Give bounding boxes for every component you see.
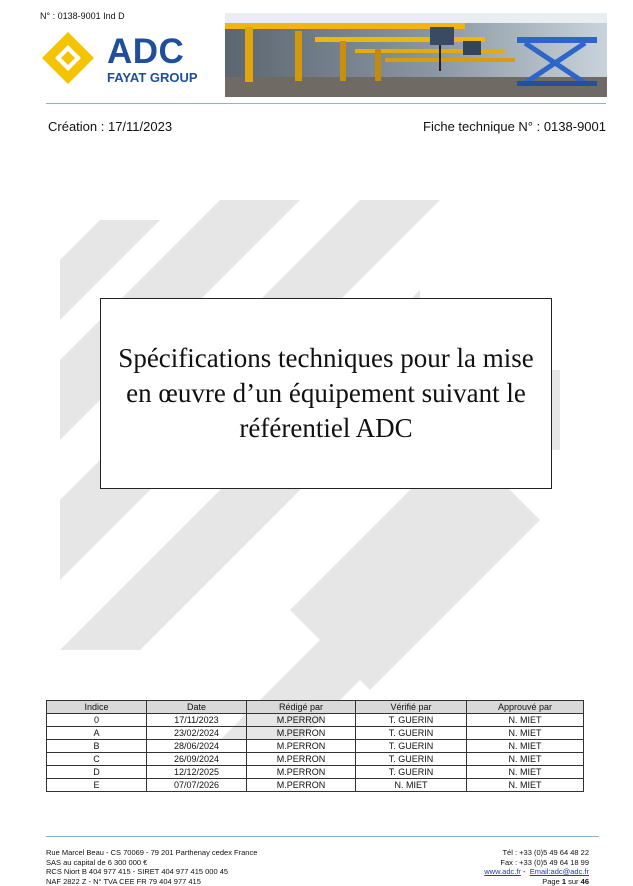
cell-indice: 0: [47, 714, 147, 727]
header-date: Date: [147, 701, 247, 714]
header-redige-par: Rédigé par: [247, 701, 356, 714]
cell-verifie-par: T. GUERIN: [356, 727, 467, 740]
cell-redige-par: M.PERRON: [247, 766, 356, 779]
cell-verifie-par: N. MIET: [356, 779, 467, 792]
cell-approuve-par: N. MIET: [467, 740, 584, 753]
table-row: [47, 714, 584, 727]
cell-date: 28/06/2024: [147, 740, 247, 753]
document-title: Spécifications techniques pour la mise en œuvre d’un équipement suivant le référentiel ADC: [116, 341, 536, 446]
footer-web-email: www.adc.fr - Email:adc@adc.fr: [484, 867, 589, 877]
cell-redige-par: M.PERRON: [247, 779, 356, 792]
adc-diamond-icon: [40, 30, 102, 88]
cell-approuve-par: N. MIET: [467, 766, 584, 779]
cell-verifie-par: T. GUERIN: [356, 714, 467, 727]
page-total: 46: [581, 877, 589, 886]
footer-phone: Tél : +33 (0)5 49 64 48 22: [484, 848, 589, 858]
page-current: 1: [562, 877, 566, 886]
footer-contact-info: [484, 848, 589, 886]
footer-divider: [46, 836, 599, 837]
cell-date: 26/09/2024: [147, 753, 247, 766]
revision-table: [46, 700, 584, 792]
cell-date: 23/02/2024: [147, 727, 247, 740]
header-divider: [46, 103, 606, 104]
cell-verifie-par: T. GUERIN: [356, 766, 467, 779]
cell-date: 17/11/2023: [147, 714, 247, 727]
page-number: [484, 877, 589, 886]
header-verifie-par: Vérifié par: [356, 701, 467, 714]
cell-redige-par: M.PERRON: [247, 740, 356, 753]
cell-indice: D: [47, 766, 147, 779]
table-row: [47, 740, 584, 753]
cell-approuve-par: N. MIET: [467, 727, 584, 740]
header-indice: Indice: [47, 701, 147, 714]
creation-date: Création : 17/11/2023: [48, 119, 172, 134]
fiche-technique-number: Fiche technique N° : 0138-9001: [423, 119, 606, 134]
cell-redige-par: M.PERRON: [247, 753, 356, 766]
footer-fax: Fax : +33 (0)5 49 64 18 99: [484, 858, 589, 868]
revision-header-row: [47, 701, 584, 714]
document-reference: N° : 0138-9001 Ind D: [40, 11, 125, 21]
table-row: [47, 779, 584, 792]
cell-indice: A: [47, 727, 147, 740]
logo-wordmark: ADC: [107, 34, 184, 70]
footer-naf: NAF 2822 Z - N° TVA CEE FR 79 404 977 415: [46, 877, 257, 886]
logo-group-name: FAYAT GROUP: [107, 71, 198, 85]
cell-indice: C: [47, 753, 147, 766]
cell-indice: B: [47, 740, 147, 753]
adc-logo: [40, 30, 205, 90]
footer-company-info: [46, 848, 257, 886]
cell-redige-par: M.PERRON: [247, 727, 356, 740]
footer-rcs: RCS Niort B 404 977 415 - SIRET 404 977 415 000 45: [46, 867, 257, 877]
cell-redige-par: M.PERRON: [247, 714, 356, 727]
page-sep: sur: [568, 877, 578, 886]
cell-date: 07/07/2026: [147, 779, 247, 792]
footer-capital: SAS au capital de 6 300 000 €: [46, 858, 257, 868]
cell-date: 12/12/2025: [147, 766, 247, 779]
table-row: [47, 727, 584, 740]
footer-address: Rue Marcel Beau - CS 70069 - 79 201 Parthenay cedex France: [46, 848, 257, 858]
cell-indice: E: [47, 779, 147, 792]
cell-approuve-par: N. MIET: [467, 714, 584, 727]
header-photo: [225, 13, 607, 97]
header-approuve-par: Approuvé par: [467, 701, 584, 714]
email-link[interactable]: Email:adc@adc.fr: [530, 867, 589, 876]
cell-approuve-par: N. MIET: [467, 779, 584, 792]
document-title-box: [100, 298, 552, 489]
cell-approuve-par: N. MIET: [467, 753, 584, 766]
website-link[interactable]: www.adc.fr: [484, 867, 521, 876]
table-row: [47, 766, 584, 779]
table-row: [47, 753, 584, 766]
page-prefix: Page: [542, 877, 560, 886]
cell-verifie-par: T. GUERIN: [356, 753, 467, 766]
cell-verifie-par: T. GUERIN: [356, 740, 467, 753]
